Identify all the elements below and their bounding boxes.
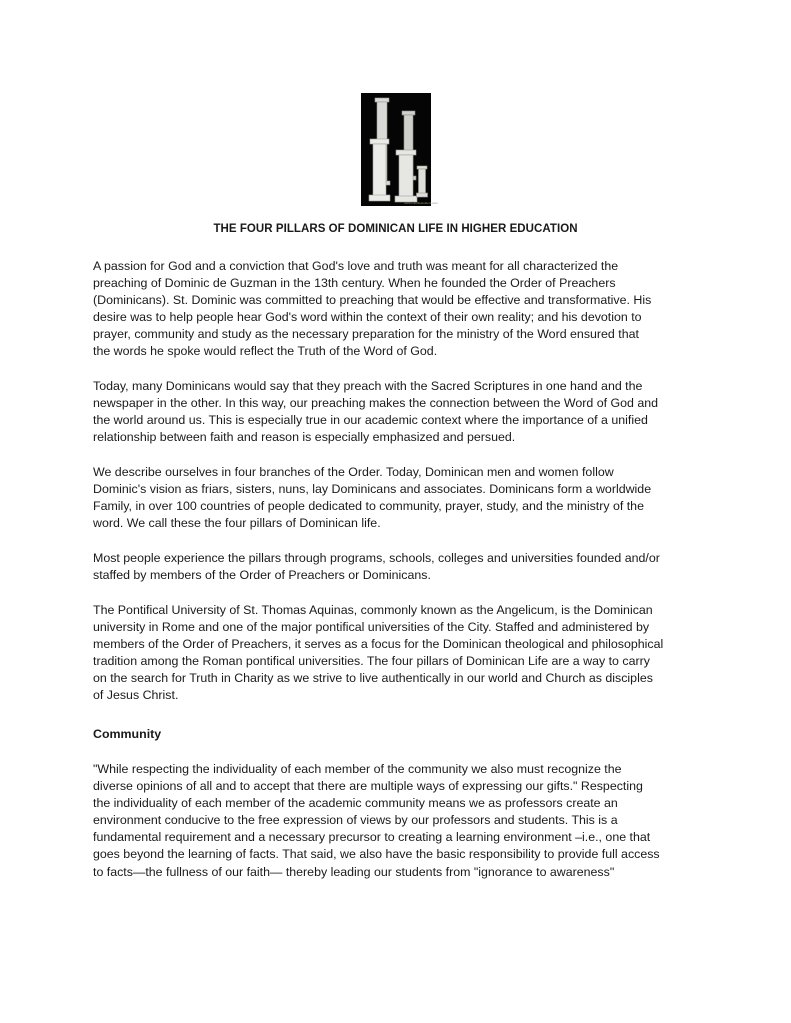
text-line: diverse opinions of all and to accept that there are multiple ways of expressing our gifts." Respecting	[93, 779, 643, 794]
text-line: fundamental requirement and a necessary precursor to creating a learning environment –i.e., one that	[93, 830, 651, 845]
paragraph-branches	[93, 464, 703, 532]
text-line: preaching of Dominic de Guzman in the 13th century. When he founded the Order of Preachers	[93, 276, 616, 291]
text-line: We describe ourselves in four branches of the Order. Today, Dominican men and women follow	[93, 465, 614, 479]
text-line: on the search for Truth in Charity as we strive to live authentically in our world and Church as disciples	[93, 671, 653, 686]
page-title: THE FOUR PILLARS OF DOMINICAN LIFE IN HIGHER EDUCATION	[213, 223, 578, 235]
text-line: university in Rome and one of the major pontifical universities of the City. Staffed and administered by	[93, 620, 650, 635]
paragraph-today	[93, 378, 703, 446]
text-line: staffed by members of the Order of Preachers or Dominicans.	[93, 568, 431, 583]
text-line: prayer, community and study as the necessary preparation for the ministry of the Word ensured that	[93, 327, 639, 342]
pillars-icon	[361, 93, 438, 206]
text-line: members of the Order of Preachers, it serves as a focus for the Dominican theological and philosophical	[93, 637, 664, 652]
text-line: desire was to help people hear God's word within the context of their own reality; and his devotion to	[93, 310, 642, 325]
pillars-image	[361, 93, 438, 206]
text-line: the world around us. This is especially true in our academic context where the importance of a unified	[93, 413, 648, 428]
text-line: goes beyond the learning of facts. That said, we also have the basic responsibility to provide full access	[93, 847, 660, 862]
text-line: the words he spoke would reflect the Truth of the Word of God.	[93, 344, 438, 359]
text-line: tradition among the Roman pontifical universities. The four pillars of Dominican Life are a way to carry	[93, 654, 650, 669]
text-line: the individuality of each member of the academic community means we as professors create an	[93, 796, 618, 811]
text-line: (Dominicans). St. Dominic was committed to preaching that would be effective and transformative. His	[93, 293, 652, 308]
paragraph-experience	[93, 550, 703, 584]
text-line: Family, in over 100 countries of people dedicated to community, prayer, study, and the ministry of the	[93, 499, 644, 514]
text-line: environment conducive to the free expression of views by our professors and students. This is a	[93, 813, 618, 828]
paragraph-intro	[93, 258, 703, 361]
text-line: Today, many Dominicans would say that they preach with the Sacred Scriptures in one hand and the	[93, 379, 643, 393]
paragraph-angelicum	[93, 602, 703, 705]
paragraph-community	[93, 761, 703, 881]
text-line: of Jesus Christ.	[93, 688, 179, 703]
text-line: A passion for God and a conviction that God's love and truth was meant for all characterized the	[93, 259, 619, 273]
text-line: to facts—the fullness of our faith— thereby leading our students from "ignorance to awareness"	[93, 864, 615, 879]
text-line: Dominic's vision as friars, sisters, nuns, lay Dominicans and associates. Dominicans form a worldwide	[93, 482, 652, 497]
text-line: relationship between faith and reason is especially emphasized and persued.	[93, 430, 516, 445]
text-line: "While respecting the individuality of each member of the community we also must recognize the	[93, 762, 622, 776]
text-line: Most people experience the pillars through programs, schools, colleges and universities founded and/or	[93, 551, 660, 565]
text-line: word. We call these the four pillars of Dominican life.	[93, 516, 381, 531]
image-watermark: www.CandleHolders.com	[404, 201, 438, 205]
text-line: newspaper in the other. In this way, our preaching makes the connection between the Word of God and	[93, 396, 659, 411]
text-line: The Pontifical University of St. Thomas Aquinas, commonly known as the Angelicum, is the Dominican	[93, 603, 653, 617]
section-heading-community: Community	[93, 727, 162, 741]
